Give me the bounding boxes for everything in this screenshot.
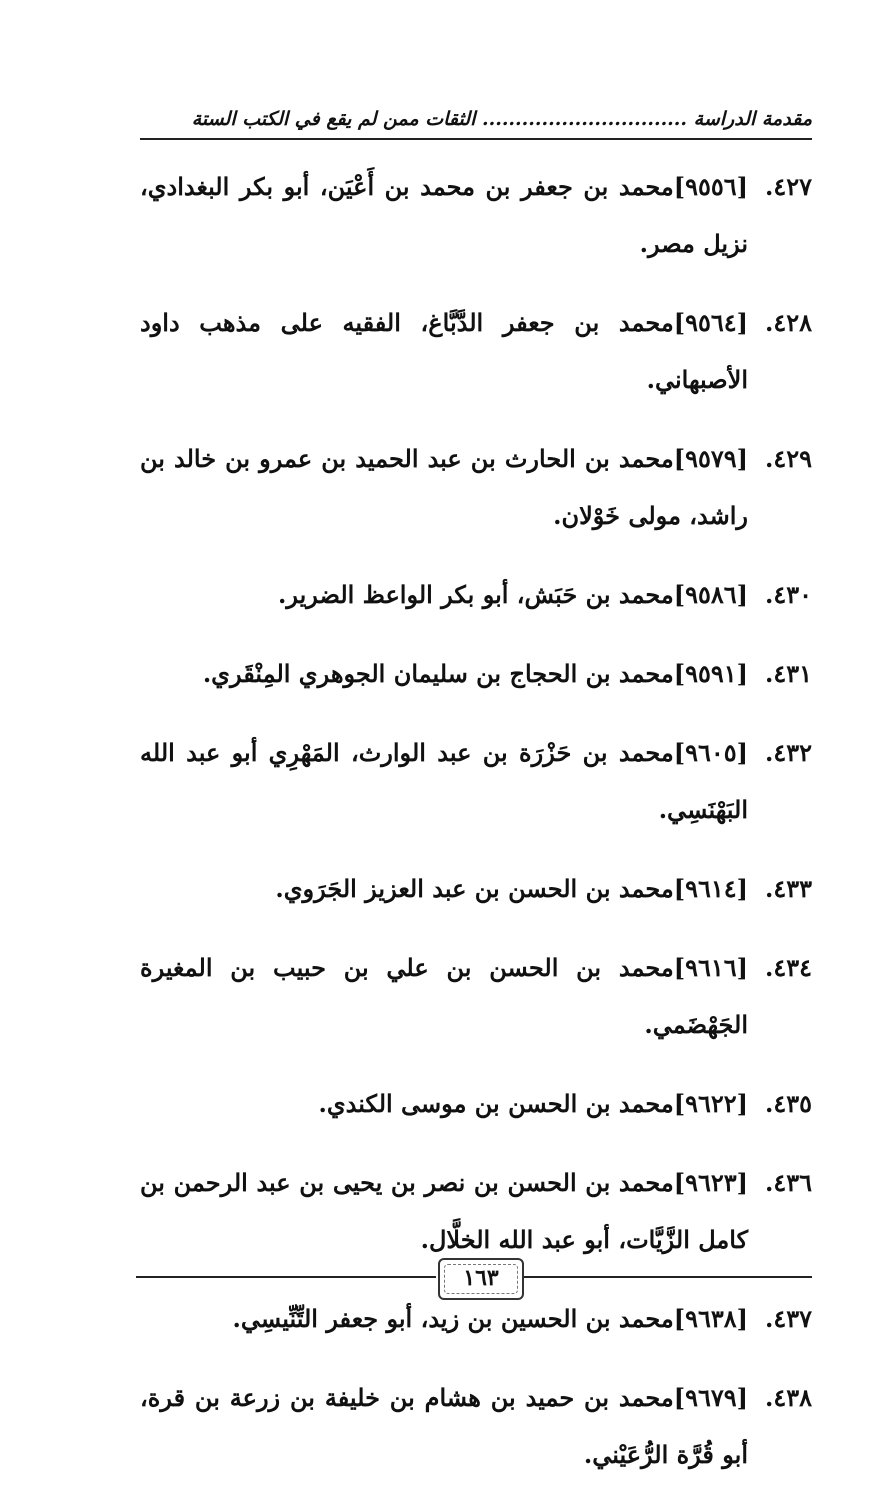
list-item bbox=[140, 1369, 812, 1483]
list-item bbox=[140, 158, 812, 272]
list-item bbox=[140, 1154, 812, 1268]
entry-number: ٤٢٩. bbox=[764, 444, 812, 473]
page-number: ١٦٣ bbox=[438, 1258, 524, 1300]
entry-body bbox=[140, 430, 748, 544]
entry-reference: [٩٥٥٦] bbox=[673, 172, 748, 201]
entry-body bbox=[140, 645, 748, 702]
entry-body bbox=[140, 566, 748, 623]
list-item bbox=[140, 724, 812, 838]
entry-reference: [٩٦٠٥] bbox=[673, 738, 748, 767]
list-item bbox=[140, 939, 812, 1053]
entry-reference: [٩٦٧٩] bbox=[673, 1383, 748, 1412]
entry-body bbox=[140, 158, 748, 272]
entry-reference: [٩٥٦٤] bbox=[673, 308, 748, 337]
entry-text: محمد بن الحجاج بن سليمان الجوهري المِنْقَري. bbox=[202, 659, 674, 688]
list-item bbox=[140, 566, 812, 623]
entry-reference: [٩٦٢٢] bbox=[673, 1089, 748, 1118]
entry-number: ٤٣٣. bbox=[764, 874, 812, 903]
entry-body bbox=[140, 860, 748, 917]
header-leader-dots: ............................... bbox=[481, 108, 688, 130]
entry-reference: [٩٦١٦] bbox=[673, 953, 748, 982]
entry-number: ٤٣٤. bbox=[764, 953, 812, 982]
list-item bbox=[140, 294, 812, 408]
entry-body bbox=[140, 1075, 748, 1132]
entry-text: محمد بن الحسن بن موسى الكندي. bbox=[318, 1089, 674, 1118]
entry-body bbox=[140, 939, 748, 1053]
section-title: مقدمة الدراسة bbox=[693, 108, 812, 130]
entry-reference: [٩٥٧٩] bbox=[673, 444, 748, 473]
entry-reference: [٩٦٢٣] bbox=[673, 1168, 748, 1197]
entry-number: ٤٣٧. bbox=[764, 1304, 812, 1333]
list-item bbox=[140, 860, 812, 917]
chapter-title: الثقات ممن لم يقع في الكتب الستة bbox=[191, 108, 476, 130]
entry-body bbox=[140, 294, 748, 408]
entry-text: محمد بن الحسن بن عبد العزيز الجَرَوي. bbox=[275, 874, 674, 903]
footer-rule-right bbox=[522, 1276, 812, 1278]
entry-reference: [٩٥٩١] bbox=[673, 659, 748, 688]
entry-text: محمد بن حَزْرَة بن عبد الوارث، المَهْرِي أبو عبد الله البَهْنَسِي. bbox=[140, 738, 748, 824]
entry-body bbox=[140, 724, 748, 838]
entry-number: ٤٣٦. bbox=[764, 1168, 812, 1197]
entry-reference: [٩٦١٤] bbox=[673, 874, 748, 903]
entry-body bbox=[140, 1369, 748, 1483]
entry-number: ٤٣٢. bbox=[764, 738, 812, 767]
entry-number: ٤٣٨. bbox=[764, 1383, 812, 1412]
entry-text: محمد بن جعفر الدَّبَّاغ، الفقيه على مذهب داود الأصبهاني. bbox=[140, 308, 748, 394]
entry-text: محمد بن الحسن بن علي بن حبيب بن المغيرة الجَهْضَمي. bbox=[140, 953, 748, 1039]
entry-text: محمد بن حميد بن هشام بن خليفة بن زرعة بن قرة، أبو قُرَّة الرُّعَيْني. bbox=[140, 1383, 748, 1469]
entry-text: محمد بن الحسن بن نصر بن يحيى بن عبد الرحمن بن كامل الزَّيَّات، أبو عبد الله الخلَّال. bbox=[140, 1168, 748, 1254]
list-item bbox=[140, 1075, 812, 1132]
entry-text: محمد بن جعفر بن محمد بن أَعْيَن، أبو بكر البغدادي، نزيل مصر. bbox=[140, 172, 748, 258]
entry-body bbox=[140, 1154, 748, 1268]
running-header bbox=[140, 104, 812, 140]
entry-number: ٤٣٠. bbox=[764, 580, 812, 609]
entry-text: محمد بن حَبَش، أبو بكر الواعظ الضرير. bbox=[278, 580, 674, 609]
entry-number: ٤٢٧. bbox=[764, 172, 812, 201]
list-item bbox=[140, 430, 812, 544]
entry-number: ٤٣٥. bbox=[764, 1089, 812, 1118]
entry-reference: [٩٦٣٨] bbox=[673, 1304, 748, 1333]
entry-text: محمد بن الحارث بن عبد الحميد بن عمرو بن خالد بن راشد، مولى خَوْلان. bbox=[140, 444, 748, 530]
list-item bbox=[140, 645, 812, 702]
entry-reference: [٩٥٨٦] bbox=[673, 580, 748, 609]
footer-rule-left bbox=[136, 1276, 436, 1278]
narrator-list bbox=[140, 158, 812, 1505]
entry-number: ٤٢٨. bbox=[764, 308, 812, 337]
entry-text: محمد بن الحسين بن زيد، أبو جعفر التِّنِّيسِي. bbox=[232, 1304, 674, 1333]
entry-number: ٤٣١. bbox=[764, 659, 812, 688]
